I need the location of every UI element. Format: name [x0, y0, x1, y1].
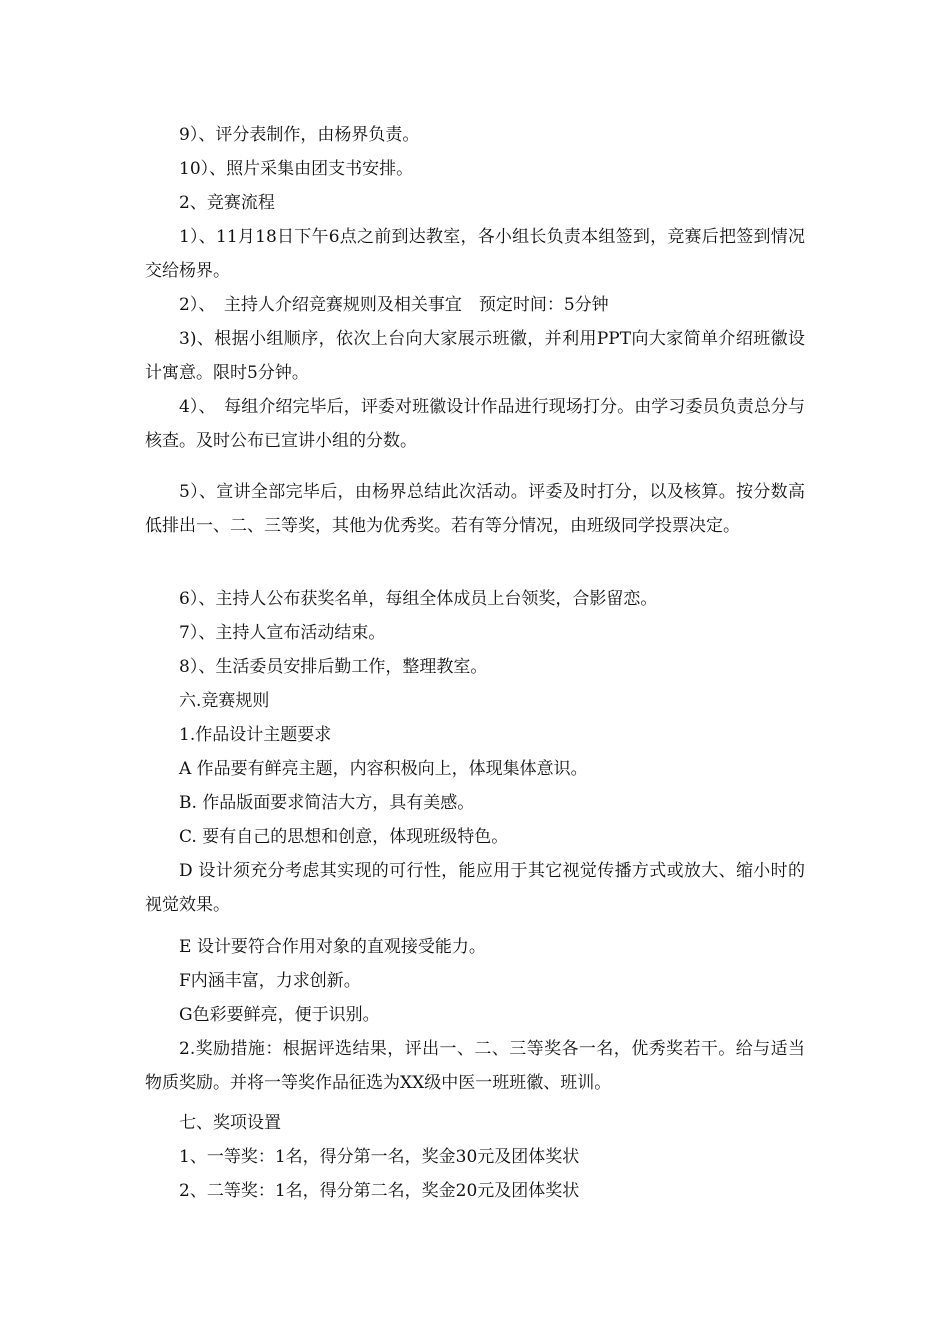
rule-item-c: C. 要有自己的思想和创意，体现班级特色。 — [179, 827, 509, 847]
award-item-first-prize: 1、一等奖：1名，得分第一名，奖金30元及团体奖状 — [179, 1147, 580, 1167]
paragraph-item-10: 10）、照片采集由团支书安排。 — [179, 159, 414, 179]
paragraph-process-step-7: 7）、主持人宣布活动结束。 — [179, 623, 386, 643]
section-heading-competition-rules: 六.竞赛规则 — [179, 691, 270, 711]
award-item-second-prize: 2、二等奖：1名，得分第二名，奖金20元及团体奖状 — [179, 1181, 580, 1201]
paragraph-process-step-3: 3)、根据小组顺序，依次上台向大家展示班徽，并利用PPT向大家简单介绍班徽设计寓意。限时5分钟。 — [145, 329, 805, 383]
rule-item-g: G色彩要鲜亮，便于识别。 — [179, 1005, 380, 1025]
subheading-design-theme: 1.作品设计主题要求 — [179, 725, 332, 745]
rule-item-f: F内涵丰富，力求创新。 — [179, 971, 361, 991]
paragraph-process-step-6: 6）、主持人公布获奖名单，每组全体成员上台领奖，合影留恋。 — [179, 589, 658, 609]
section-heading-competition-process: 2、竞赛流程 — [179, 193, 275, 213]
paragraph-item-9: 9）、评分表制作，由杨界负责。 — [179, 125, 420, 145]
rule-item-a: A 作品要有鲜亮主题，内容积极向上，体现集体意识。 — [179, 759, 588, 779]
paragraph-reward-measures: 2.奖励措施：根据评选结果，评出一、二、三等奖各一名，优秀奖若干。给与适当物质奖励。并将一等奖作品征选为XX级中医一班班徽、班训。 — [145, 1039, 805, 1093]
rule-item-b: B. 作品版面要求简洁大方，具有美感。 — [179, 793, 475, 813]
rule-item-d: D 设计须充分考虑其实现的可行性，能应用于其它视觉传播方式或放大、缩小时的视觉效果。 — [145, 861, 805, 915]
paragraph-process-step-8: 8）、生活委员安排后勤工作，整理教室。 — [179, 657, 488, 677]
paragraph-process-step-5: 5）、宣讲全部完毕后，由杨界总结此次活动。评委及时打分，以及核算。按分数高低排出一、二、三等奖，其他为优秀奖。若有等分情况，由班级同学投票决定。 — [145, 482, 805, 536]
rule-item-e: E 设计要符合作用对象的直观接受能力。 — [179, 937, 486, 957]
paragraph-process-step-2: 2）、 主持人介绍竞赛规则及相关事宜 预定时间：5分钟 — [179, 295, 609, 315]
paragraph-process-step-4: 4）、 每组介绍完毕后，评委对班徽设计作品进行现场打分。由学习委员负责总分与核查。及时公布已宣讲小组的分数。 — [145, 397, 805, 451]
paragraph-process-step-1: 1）、11月18日下午6点之前到达教室，各小组长负责本组签到，竞赛后把签到情况交给杨界。 — [145, 227, 805, 281]
section-heading-award-settings: 七、奖项设置 — [179, 1113, 281, 1133]
